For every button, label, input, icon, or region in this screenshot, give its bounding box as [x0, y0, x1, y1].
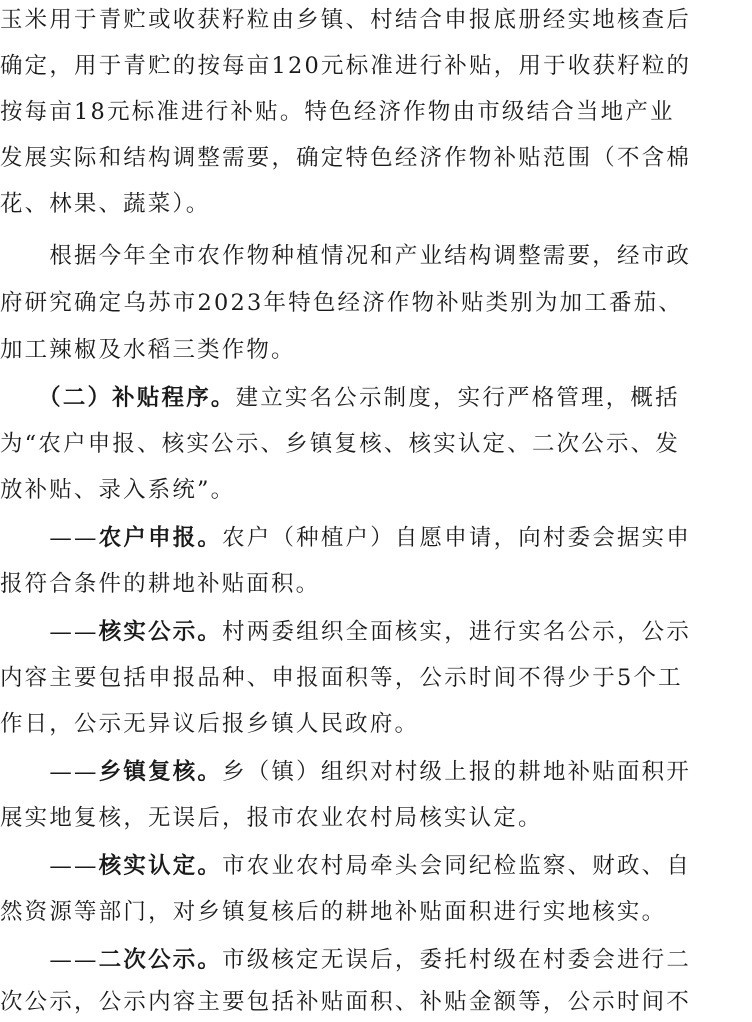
line-text: 内容主要包括申报品种、申报面积等，公示时间不得少于5个工 [0, 665, 683, 691]
line-text: 花、林果、蔬菜）。 [0, 191, 211, 217]
line-text: 府研究确定乌苏市2023年特色经济作物补贴类别为加工番茄、 [0, 290, 684, 316]
step-heading: 核实公示。 [98, 619, 223, 645]
line-text: 玉米用于青贮或收获籽粒由乡镇、村结合申报底册经实地核查后 [0, 7, 692, 33]
text-line [0, 184, 750, 224]
text-line [0, 658, 750, 698]
step-heading: 农户申报。 [98, 525, 223, 551]
text-line [0, 470, 750, 510]
line-text: 发展实际和结构调整需要，确定特色经济作物补贴范围（不含棉 [0, 145, 692, 171]
step-line [0, 846, 750, 886]
line-text: 报符合条件的耕地补贴面积。 [0, 571, 321, 597]
text-line [0, 982, 750, 1022]
paragraph-start-line [0, 236, 750, 276]
text-line [0, 0, 750, 40]
text-line [0, 892, 750, 932]
line-text: 建立实名公示制度，实行严格管理，概括 [235, 385, 680, 411]
line-text: 根据今年全市农作物种植情况和产业结构调整需要，经市政 [0, 243, 692, 269]
step-heading: 乡镇复核。 [98, 759, 223, 785]
line-text: 为“农户申报、核实公示、乡镇复核、核实认定、二次公示、发 [0, 431, 681, 457]
dash-prefix: —— [0, 619, 99, 645]
text-line [0, 330, 750, 370]
section-heading: （二）补贴程序。 [0, 385, 236, 411]
dash-prefix: —— [0, 947, 99, 973]
text-line [0, 798, 750, 838]
step-line [0, 612, 750, 652]
line-text: 加工辣椒及水稻三类作物。 [0, 337, 296, 363]
line-text: 放补贴、录入系统”。 [0, 477, 236, 503]
text-line [0, 424, 750, 464]
line-text: 乡（镇）组织对村级上报的耕地补贴面积开 [222, 759, 692, 785]
dash-prefix: —— [0, 853, 99, 879]
step-heading: 核实认定。 [98, 853, 223, 879]
step-heading: 二次公示。 [98, 947, 223, 973]
line-text: 作日，公示无异议后报乡镇人民政府。 [0, 711, 420, 737]
line-text: 村两委组织全面核实，进行实名公示，公示 [222, 619, 692, 645]
text-line [0, 46, 750, 86]
line-text: 按每亩18元标准进行补贴。特色经济作物由市级结合当地产业 [0, 99, 675, 125]
line-text: 确定，用于青贮的按每亩120元标准进行补贴，用于收获籽粒的 [0, 53, 692, 79]
dash-prefix: —— [0, 759, 99, 785]
step-line [0, 940, 750, 980]
dash-prefix: —— [0, 525, 99, 551]
line-text: 市级核定无误后，委托村级在村委会进行二 [222, 947, 692, 973]
text-line [0, 564, 750, 604]
line-text: 然资源等部门，对乡镇复核后的耕地补贴面积进行实地核实。 [0, 899, 667, 925]
section-heading-line [0, 378, 750, 418]
line-text: 农户（种植户）自愿申请，向村委会据实申 [222, 525, 692, 551]
text-line [0, 138, 750, 178]
text-line [0, 704, 750, 744]
line-text: 次公示，公示内容主要包括补贴面积、补贴金额等，公示时间不 [0, 989, 692, 1015]
text-line [0, 283, 750, 323]
line-text: 市农业农村局牵头会同纪检监察、财政、自 [222, 853, 692, 879]
step-line [0, 518, 750, 558]
text-line [0, 92, 750, 132]
line-text: 展实地复核，无误后，报市农业农村局核实认定。 [0, 805, 543, 831]
step-line [0, 752, 750, 792]
